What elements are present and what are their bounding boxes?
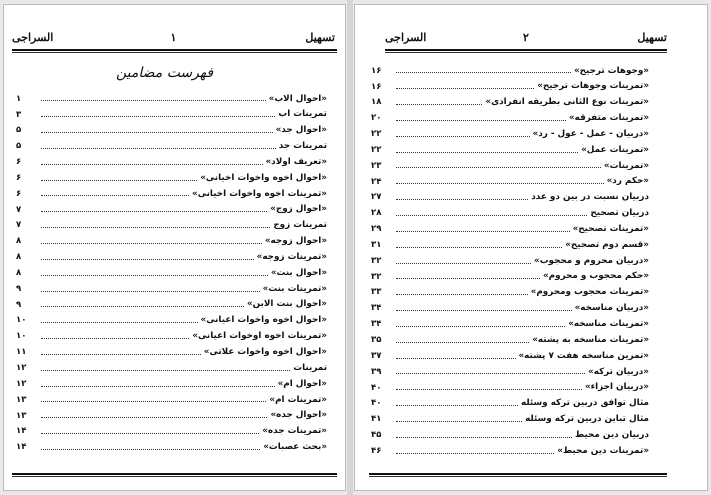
toc-entry-page-number: ۱۶ <box>371 65 382 76</box>
toc-entry-title: «تمرینات زوجه» <box>256 251 327 262</box>
toc-entry <box>16 107 327 123</box>
toc-entry-page-number: ۸ <box>16 236 22 247</box>
toc-entry-page-number: ۳۲ <box>371 255 382 266</box>
header-author: السراجی <box>385 31 427 44</box>
toc-entry-title: «تمرینات اخوه اوخوات اعیانی» <box>192 331 327 342</box>
toc-entry <box>16 329 327 345</box>
toc-entry-title: «حکم رد» <box>606 176 649 187</box>
toc-entry <box>16 202 327 218</box>
toc-entry-title: دربیان دین محیط <box>575 429 649 440</box>
toc-entry-title: «احوال بنت الابن» <box>246 299 327 310</box>
toc-entry-page-number: ۳۱ <box>371 239 382 250</box>
left-page <box>3 4 346 491</box>
toc-entry-page-number: ۲۸ <box>371 208 382 219</box>
dot-leader <box>396 104 482 105</box>
left-page-header <box>12 31 335 47</box>
dot-leader <box>396 437 572 438</box>
toc-entry-page-number: ۲۹ <box>371 224 382 235</box>
toc-entry <box>371 174 649 190</box>
dot-leader <box>396 120 566 121</box>
toc-entry <box>371 253 649 269</box>
toc-heading: فهرست مضامین <box>115 65 214 81</box>
toc-entry <box>16 186 327 202</box>
toc-entry <box>16 218 327 234</box>
right-page-header <box>385 31 667 47</box>
toc-entry-page-number: ۶ <box>16 157 22 168</box>
toc-entry-page-number: ۸ <box>16 267 22 278</box>
dot-leader <box>41 433 259 434</box>
toc-entry <box>371 221 649 237</box>
dot-leader <box>41 306 244 307</box>
toc-entry <box>371 269 649 285</box>
toc-entry-page-number: ۳۳ <box>371 287 382 298</box>
toc-entry <box>371 301 649 317</box>
header-page-number: ۱ <box>170 31 177 44</box>
toc-entry-page-number: ۴۶ <box>371 445 382 456</box>
toc-entry-title: تمرینات <box>293 362 327 373</box>
dot-leader <box>396 136 530 137</box>
dot-leader <box>396 342 529 343</box>
dot-leader <box>396 263 531 264</box>
dot-leader <box>41 227 270 228</box>
dot-leader <box>396 278 540 279</box>
dot-leader <box>41 386 275 387</box>
dot-leader <box>41 275 268 276</box>
toc-entry-page-number: ۳۵ <box>371 335 382 346</box>
dot-leader <box>41 401 266 402</box>
toc-entry-title: «تمرینات عمل» <box>581 144 649 155</box>
dot-leader <box>396 167 601 168</box>
dot-leader <box>396 215 587 216</box>
dot-leader <box>41 148 276 149</box>
toc-entry-page-number: ۱۳ <box>16 410 27 421</box>
header-title: تسهیل <box>637 31 667 44</box>
toc-entry-page-number: ۷ <box>16 204 22 215</box>
toc-entry-page-number: ۱۸ <box>371 97 382 108</box>
toc-entry-page-number: ۴۰ <box>371 398 382 409</box>
toc-entry-title: «تمرینات ام» <box>269 394 327 405</box>
toc-entry-page-number: ۴۱ <box>371 414 382 425</box>
toc-entry-title: «تمرینات متفرقه» <box>568 113 649 124</box>
toc-entry-page-number: ۱۴ <box>16 442 27 453</box>
toc-entry <box>16 424 327 440</box>
toc-entry-title: «احوال ام» <box>277 378 327 389</box>
dot-leader <box>41 195 189 196</box>
toc-entry <box>371 95 649 111</box>
dot-leader <box>396 152 578 153</box>
toc-entry-page-number: ۳۷ <box>371 350 382 361</box>
header-rule-thin <box>385 52 667 53</box>
toc-entry <box>371 412 649 428</box>
toc-entry <box>371 206 649 222</box>
toc-entry-title: «دربیان محروم و محجوب» <box>534 255 649 266</box>
toc-entry <box>16 123 327 139</box>
toc-entry <box>371 126 649 142</box>
toc-entry-page-number: ۹ <box>16 299 22 310</box>
toc-entry-page-number: ۱۲ <box>16 363 27 374</box>
toc-entry <box>16 139 327 155</box>
header-page-number: ۲ <box>523 31 529 44</box>
toc-entry <box>371 443 649 459</box>
toc-entry-page-number: ۲۴ <box>371 176 382 187</box>
toc-entry <box>16 249 327 265</box>
toc-entry-page-number: ۱۰ <box>16 331 27 342</box>
toc-entry <box>16 91 327 107</box>
toc-entry <box>16 408 327 424</box>
toc-entry-title: «احوال جده» <box>270 410 327 421</box>
dot-leader <box>396 72 571 73</box>
toc-entry-title: تمرینات اب <box>278 109 327 120</box>
toc-entry-title: «احوال جد» <box>275 125 327 136</box>
toc-entry <box>371 142 649 158</box>
header-title: تسهیل <box>305 31 335 44</box>
toc-entry-page-number: ۲۲ <box>371 129 382 140</box>
toc-entry-title: «قسم دوم تصحیح» <box>565 239 649 250</box>
dot-leader <box>41 116 275 117</box>
dot-leader <box>396 294 528 295</box>
dot-leader <box>41 417 267 418</box>
dot-leader <box>396 405 518 406</box>
toc-entry-page-number: ۲۷ <box>371 192 382 203</box>
toc-entry-page-number: ۸ <box>16 252 22 263</box>
dot-leader <box>396 183 604 184</box>
toc-entry-page-number: ۱۲ <box>16 378 27 389</box>
toc-entry <box>371 317 649 333</box>
toc-entry <box>371 158 649 174</box>
toc-entry-title: «احوال اخوه واخوات اعیانی» <box>200 315 327 326</box>
dot-leader <box>41 180 197 181</box>
toc-entry-title: «دربیان - عمل - عول - رد» <box>532 128 649 139</box>
toc-entry <box>371 380 649 396</box>
toc-entry <box>16 234 327 250</box>
dot-leader <box>41 338 189 339</box>
toc-entry-title: دربیان تصحیح <box>590 208 649 219</box>
toc-entry-title: «احوال زوج» <box>270 204 327 215</box>
dot-leader <box>396 358 516 359</box>
dot-leader <box>41 164 263 165</box>
right-page <box>354 4 708 491</box>
toc-entry-title: «تمرین مناسخه هفت ۷ پشته» <box>518 350 649 361</box>
toc-entry <box>371 63 649 79</box>
toc-entry-page-number: ۱۱ <box>16 347 27 358</box>
toc-entry-page-number: ۱۳ <box>16 394 27 405</box>
dot-leader <box>41 100 266 101</box>
dot-leader <box>41 211 267 212</box>
dot-leader <box>41 291 260 292</box>
toc-entry <box>16 297 327 313</box>
toc-entry-title: «احوال بنت» <box>270 267 327 278</box>
toc-entry-page-number: ۶ <box>16 188 22 199</box>
toc-entry-title: «تمرینات مناسخه به پشته» <box>532 334 649 345</box>
toc-entry-page-number: ۱۰ <box>16 315 27 326</box>
toc-entry-title: «دربیان ترکه» <box>588 366 649 377</box>
dot-leader <box>396 231 570 232</box>
toc-entry-title: «وجوهات ترجیح» <box>573 65 649 76</box>
toc-entry-page-number: ۷ <box>16 220 22 231</box>
toc-entry <box>371 237 649 253</box>
dot-leader <box>41 132 273 133</box>
toc-entry-page-number: ۱ <box>16 93 22 104</box>
toc-entry-page-number: ۲۰ <box>371 113 382 124</box>
toc-entry-title: «احوال زوجه» <box>264 236 327 247</box>
header-rule-thin <box>12 52 337 53</box>
toc-entry-title: «تمرینات دین محیط» <box>557 445 649 456</box>
toc-entry <box>16 281 327 297</box>
dot-leader <box>396 421 522 422</box>
toc-entry-title: «تمرینات نوع الثانی بطریقه انفرادی» <box>485 97 649 108</box>
dot-leader <box>41 449 260 450</box>
toc-entry <box>16 392 327 408</box>
toc-entry <box>16 170 327 186</box>
footer-rule-thin <box>12 476 337 477</box>
toc-entry <box>16 360 327 376</box>
toc-entry-title: مثال توافق دربین ترکه وسئله <box>521 398 649 409</box>
dot-leader <box>41 354 201 355</box>
dot-leader <box>396 373 585 374</box>
toc-entry-page-number: ۳ <box>16 109 22 120</box>
dot-leader <box>396 247 562 248</box>
toc-entry-title: «احوال اخوه واخوات اخیانی» <box>200 172 327 183</box>
toc-entry <box>371 348 649 364</box>
toc-entry <box>371 111 649 127</box>
toc-entry-page-number: ۵ <box>16 141 22 152</box>
dot-leader <box>41 243 262 244</box>
toc-entry-page-number: ۳۲ <box>371 271 382 282</box>
toc-entry-title: تمرینات جد <box>278 141 327 152</box>
toc-entry-title: «تمرینات مناسخه» <box>568 319 649 330</box>
toc-entry <box>16 154 327 170</box>
dot-leader <box>396 453 554 454</box>
toc-entry-title: «احوال اخوه واخوات علاتی» <box>203 347 327 358</box>
toc-entry-page-number: ۴۵ <box>371 430 382 441</box>
toc-entry <box>371 427 649 443</box>
toc-entry-page-number: ۳۹ <box>371 366 382 377</box>
dot-leader <box>396 310 572 311</box>
toc-entry-title: «دربیان اجزاء» <box>584 382 649 393</box>
dot-leader <box>396 389 582 390</box>
dot-leader <box>41 259 254 260</box>
dot-leader <box>396 88 534 89</box>
toc-entry-title: «تمرینات اخوه واخوات اخیانی» <box>192 188 327 199</box>
toc-entry-title: «تمرینات» <box>603 160 649 171</box>
toc-entry-page-number: ۴۰ <box>371 382 382 393</box>
toc-entry-title: «تمرینات محجوب ومحروم» <box>530 287 649 298</box>
header-rule <box>385 49 667 51</box>
footer-rule <box>369 473 667 475</box>
toc-entry-page-number: ۶ <box>16 172 22 183</box>
toc-entry <box>16 376 327 392</box>
toc-entry-title: دربیان نسبت در بین دو عدد <box>531 192 649 203</box>
toc-entry-title: تمرینات زوج <box>273 220 327 231</box>
toc-list-right <box>371 63 649 459</box>
toc-entry <box>371 79 649 95</box>
dot-leader <box>396 326 565 327</box>
toc-entry-page-number: ۱۴ <box>16 426 27 437</box>
toc-list-left <box>16 91 327 455</box>
toc-entry-title: «تعریف اولاد» <box>265 156 327 167</box>
dot-leader <box>396 199 528 200</box>
toc-entry-title: «تمرینات وجوهات ترجیح» <box>537 81 649 92</box>
toc-entry-title: «تمرینات جده» <box>262 426 327 437</box>
toc-entry <box>371 396 649 412</box>
header-rule <box>12 49 337 51</box>
toc-entry-page-number: ۲۲ <box>371 144 382 155</box>
toc-entry <box>16 265 327 281</box>
toc-entry-page-number: ۳۴ <box>371 319 382 330</box>
toc-entry <box>371 190 649 206</box>
toc-entry-title: «دربیان مناسخه» <box>574 303 649 314</box>
book-gutter <box>347 0 353 495</box>
toc-entry <box>371 332 649 348</box>
toc-entry-title: مثال تباین دربین ترکه وسئله <box>525 414 649 425</box>
toc-entry-title: «تمرینات تصحیح» <box>572 223 649 234</box>
toc-entry-page-number: ۱۶ <box>371 81 382 92</box>
dot-leader <box>41 370 290 371</box>
toc-entry <box>16 313 327 329</box>
toc-entry <box>371 364 649 380</box>
footer-rule <box>12 473 337 475</box>
dot-leader <box>41 322 198 323</box>
toc-entry-title: «حکم محجوب و محروم» <box>542 271 649 282</box>
toc-entry <box>16 345 327 361</box>
toc-entry <box>371 285 649 301</box>
toc-entry-page-number: ۵ <box>16 125 22 136</box>
footer-rule-thin <box>369 476 667 477</box>
toc-entry <box>16 440 327 456</box>
toc-entry-page-number: ۲۳ <box>371 160 382 171</box>
toc-entry-page-number: ۳۴ <box>371 303 382 314</box>
toc-entry-title: «احوال الاب» <box>268 93 327 104</box>
toc-entry-page-number: ۹ <box>16 283 22 294</box>
toc-entry-title: «تمرینات بنت» <box>262 283 327 294</box>
toc-entry-title: «بحث عصبات» <box>263 442 327 453</box>
header-author: السراجی <box>12 31 54 44</box>
